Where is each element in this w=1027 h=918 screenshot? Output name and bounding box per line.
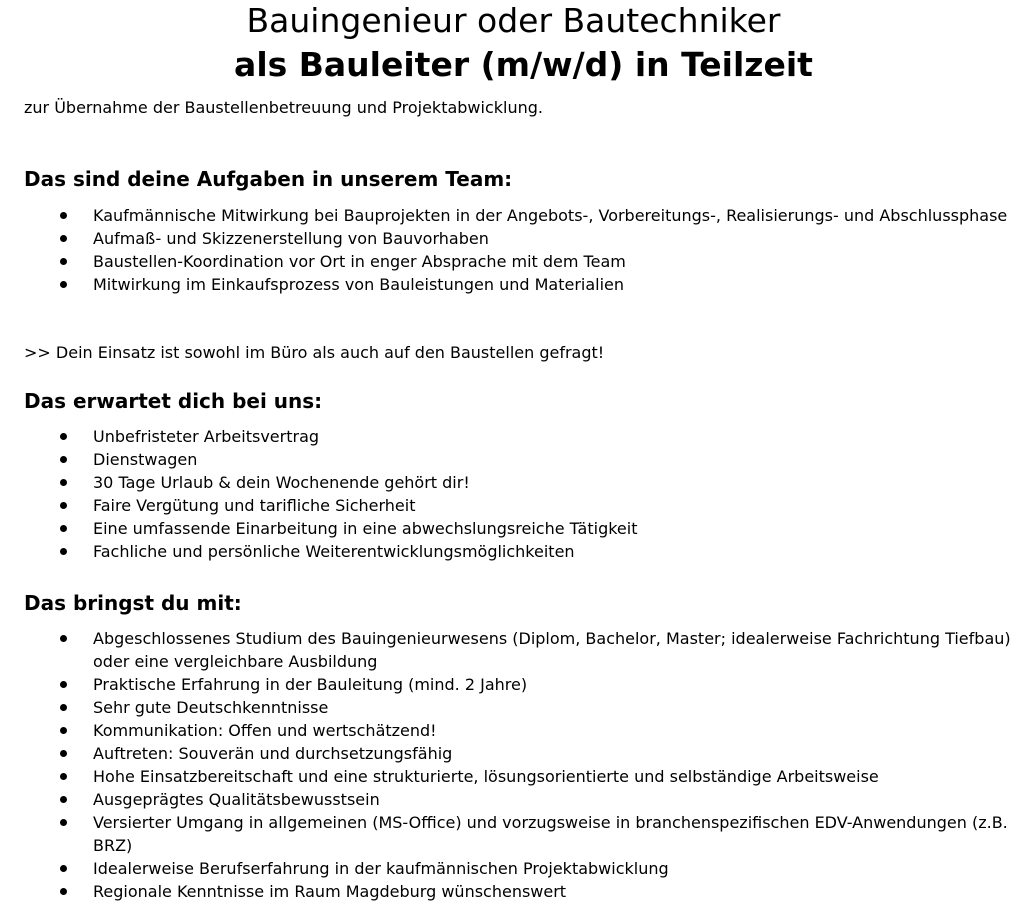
list-item: Idealerweise Berufserfahrung in der kaufmännischen Projektabwicklung (0, 857, 1027, 880)
tasks-note: >> Dein Einsatz ist sowohl im Büro als auch auf den Baustellen gefragt! (24, 343, 605, 362)
bullet-icon (60, 888, 67, 895)
list-item: Kommunikation: Offen und wertschätzend! (0, 719, 1027, 742)
bullet-icon (60, 865, 67, 872)
bullet-icon (60, 548, 67, 555)
bullet-icon (60, 456, 67, 463)
list-item: 30 Tage Urlaub & dein Wochenende gehört dir! (0, 471, 1027, 494)
list-item: Hohe Einsatzbereitschaft und eine strukturierte, lösungsorientierte und selbständige Arbeitsweise (0, 765, 1027, 788)
bullet-icon (60, 704, 67, 711)
benefits-list (0, 425, 1027, 563)
bullet-icon (60, 681, 67, 688)
tasks-heading: Das sind deine Aufgaben in unserem Team: (24, 167, 513, 191)
list-item: Eine umfassende Einarbeitung in eine abwechslungsreiche Tätigkeit (0, 517, 1027, 540)
bullet-icon (60, 635, 67, 642)
bullet-icon (60, 479, 67, 486)
list-item: Faire Vergütung und tarifliche Sicherheit (0, 494, 1027, 517)
tasks-list (0, 204, 1027, 296)
list-item: Kaufmännische Mitwirkung bei Bauprojekten in der Angebots-, Vorbereitungs-, Realisierungs- und Abschlussphase (0, 204, 1027, 227)
bullet-icon (60, 502, 67, 509)
bullet-icon (60, 750, 67, 757)
bullet-icon (60, 727, 67, 734)
list-item: Dienstwagen (0, 448, 1027, 471)
bullet-icon (60, 281, 67, 288)
bullet-icon (60, 819, 67, 826)
list-item: Baustellen-Koordination vor Ort in enger Absprache mit dem Team (0, 250, 1027, 273)
list-item: Sehr gute Deutschkenntnisse (0, 696, 1027, 719)
page-title: Bauingenieur oder Bautechniker (246, 1, 781, 40)
requirements-heading: Das bringst du mit: (24, 591, 242, 615)
bullet-icon (60, 433, 67, 440)
list-item: Aufmaß- und Skizzenerstellung von Bauvorhaben (0, 227, 1027, 250)
benefits-heading: Das erwartet dich bei uns: (24, 389, 323, 413)
bullet-icon (60, 525, 67, 532)
intro-text: zur Übernahme der Baustellenbetreuung und Projektabwicklung. (24, 98, 543, 117)
bullet-icon (60, 258, 67, 265)
bullet-icon (60, 796, 67, 803)
bullet-icon (60, 212, 67, 219)
list-item: Versierter Umgang in allgemeinen (MS-Office) und vorzugsweise in branchenspezifischen EDV-Anwendungen (z.B. BRZ) (0, 811, 1027, 857)
list-item: Auftreten: Souverän und durchsetzungsfähig (0, 742, 1027, 765)
list-item: Ausgeprägtes Qualitätsbewusstsein (0, 788, 1027, 811)
list-item: Unbefristeter Arbeitsvertrag (0, 425, 1027, 448)
bullet-icon (60, 235, 67, 242)
requirements-list (0, 627, 1027, 903)
list-item: Abgeschlossenes Studium des Bauingenieurwesens (Diplom, Bachelor, Master; idealerweise Fachrichtung Tiefbau) oder eine vergleichbare Ausbildung (0, 627, 1027, 673)
list-item: Mitwirkung im Einkaufsprozess von Bauleistungen und Materialien (0, 273, 1027, 296)
list-item: Fachliche und persönliche Weiterentwicklungsmöglichkeiten (0, 540, 1027, 563)
bullet-icon (60, 773, 67, 780)
list-item: Regionale Kenntnisse im Raum Magdeburg wünschenswert (0, 880, 1027, 903)
list-item: Praktische Erfahrung in der Bauleitung (mind. 2 Jahre) (0, 673, 1027, 696)
page-subtitle: als Bauleiter (m/w/d) in Teilzeit (234, 45, 813, 84)
